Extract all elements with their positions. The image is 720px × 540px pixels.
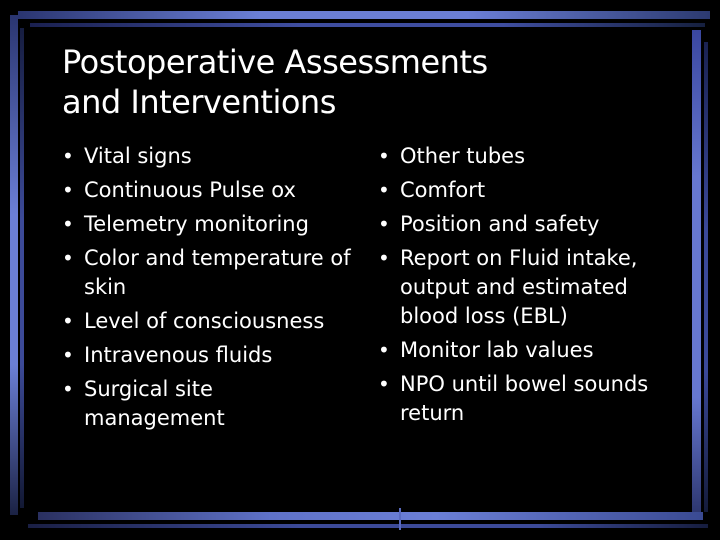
list-item: [378, 244, 678, 331]
frame-bottom-bar: [38, 512, 703, 520]
bullet-icon: •: [378, 246, 390, 270]
list-item-text: Position and safety: [400, 212, 600, 236]
bullet-icon: •: [62, 178, 74, 202]
list-item-text: Vital signs: [84, 144, 192, 168]
list-item: [378, 142, 678, 171]
frame-right-inner-bar: [704, 42, 708, 512]
frame-left-inner-bar: [20, 28, 24, 508]
slide-title-line-2: and Interventions: [62, 83, 336, 121]
list-item: [378, 370, 678, 428]
bullet-icon: •: [378, 212, 390, 236]
list-item-text: NPO until bowel sounds return: [400, 372, 649, 425]
list-item: [62, 307, 352, 336]
list-item-text: Telemetry monitoring: [84, 212, 309, 236]
frame-right-bar: [692, 30, 701, 520]
list-item-text: Monitor lab values: [400, 338, 594, 362]
list-item: [378, 336, 678, 365]
frame-top-inner-bar: [30, 23, 705, 27]
bullet-icon: •: [378, 372, 390, 396]
list-item: [62, 375, 352, 433]
bullet-icon: •: [378, 178, 390, 202]
list-item-text: Color and temperature of skin: [84, 246, 351, 299]
list-item-text: Intravenous fluids: [84, 343, 273, 367]
frame-left-bar: [10, 15, 18, 515]
list-item-text: Continuous Pulse ox: [84, 178, 296, 202]
right-bullet-list: [378, 142, 678, 433]
bullet-icon: •: [62, 343, 74, 367]
slide-title-line-1: Postoperative Assessments: [62, 43, 488, 81]
slide-title: [62, 42, 662, 122]
frame-bottom-inner-bar: [28, 524, 708, 528]
list-item-text: Level of consciousness: [84, 309, 325, 333]
bullet-icon: •: [62, 212, 74, 236]
bullet-icon: •: [378, 144, 390, 168]
list-item-text: Report on Fluid intake, output and estimated blood loss (EBL): [400, 246, 638, 328]
frame-top-bar: [18, 11, 710, 19]
left-bullet-list: [62, 142, 352, 438]
list-item: [378, 176, 678, 205]
bullet-icon: •: [62, 309, 74, 333]
list-item: [62, 244, 352, 302]
bullet-icon: •: [62, 144, 74, 168]
list-item-text: Other tubes: [400, 144, 526, 168]
list-item: [62, 341, 352, 370]
bullet-icon: •: [62, 246, 74, 270]
list-item-text: Surgical site management: [84, 377, 225, 430]
list-item: [378, 210, 678, 239]
list-item: [62, 142, 352, 171]
frame-bottom-tick: [399, 508, 401, 530]
list-item-text: Comfort: [400, 178, 486, 202]
bullet-icon: •: [62, 377, 74, 401]
bullet-icon: •: [378, 338, 390, 362]
list-item: [62, 210, 352, 239]
list-item: [62, 176, 352, 205]
